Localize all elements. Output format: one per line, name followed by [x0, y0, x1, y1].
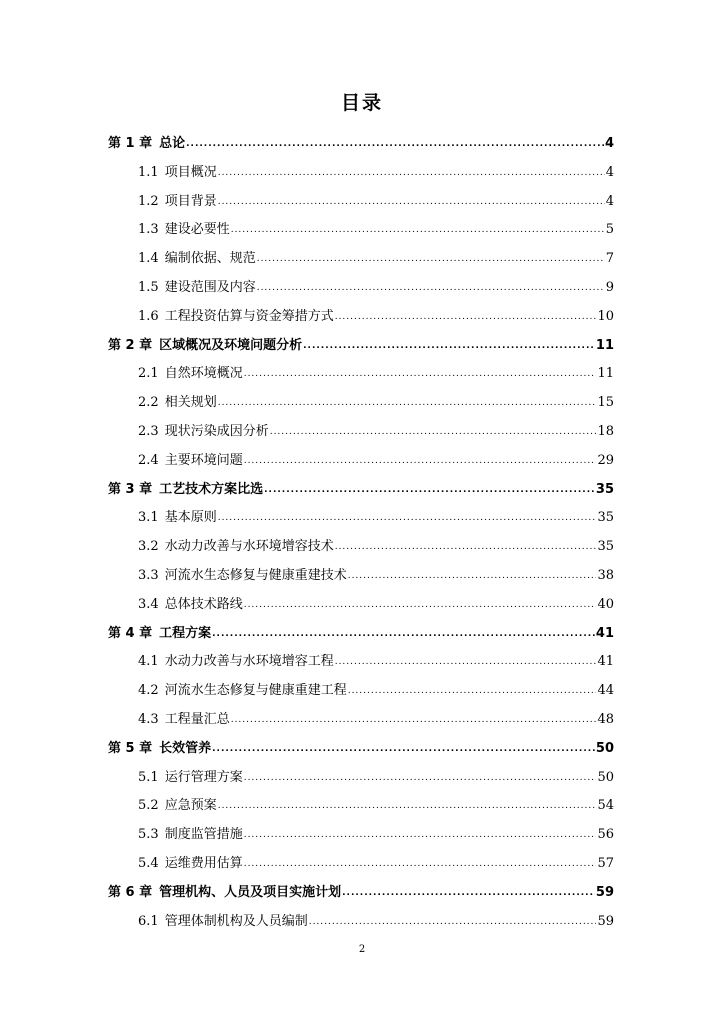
toc-section-entry[interactable]: [138, 768, 614, 788]
toc-entry-number: 5.2: [138, 798, 159, 814]
toc-entry-text: 项目背景: [164, 193, 217, 209]
toc-entry-text: 水动力改善与水环境增容工程: [164, 654, 334, 670]
toc-entry-page: 48: [597, 712, 614, 727]
toc-entry-label: [138, 566, 347, 586]
toc-dot-leader: [303, 335, 595, 356]
toc-entry-number: 5.4: [138, 856, 159, 871]
toc-entry-number: 3.2: [138, 539, 159, 555]
toc-entry-label: [138, 422, 269, 442]
toc-dot-leader: [212, 623, 595, 644]
toc-entry-number: 1.5: [138, 280, 159, 295]
toc-entry-number: 6.1: [138, 913, 159, 929]
toc-section-entry[interactable]: [138, 220, 614, 240]
toc-entry-page: 59: [597, 913, 614, 929]
toc-dot-leader: [231, 219, 605, 240]
toc-chapter-entry[interactable]: [108, 134, 614, 154]
toc-entry-text: 现状污染成因分析: [164, 424, 269, 439]
toc-entry-text: 自然环境概况: [164, 366, 243, 382]
toc-section-entry[interactable]: [138, 912, 614, 932]
toc-entry-page: 11: [595, 337, 614, 353]
toc-dot-leader: [231, 709, 597, 730]
toc-entry-label: [138, 249, 256, 269]
toc-section-entry[interactable]: [138, 825, 614, 845]
toc-entry-number: 第 2 章: [108, 337, 153, 353]
toc-section-entry[interactable]: [138, 508, 614, 528]
toc-entry-label: [138, 537, 334, 557]
toc-entry-number: 4.1: [138, 654, 159, 670]
toc-entry-text: 项目概况: [164, 164, 217, 180]
toc-dot-leader: [218, 392, 597, 413]
toc-entry-number: 2.1: [138, 366, 159, 382]
toc-entry-text: 工程量汇总: [164, 712, 230, 727]
toc-entry-number: 5.3: [138, 827, 159, 843]
toc-section-entry[interactable]: [138, 393, 614, 413]
toc-section-entry[interactable]: [138, 710, 614, 730]
toc-entry-page: 4: [605, 164, 614, 180]
toc-entry-label: [108, 336, 302, 356]
toc-section-entry[interactable]: [138, 278, 614, 298]
toc-entry-text: 运行管理方案: [164, 769, 243, 785]
toc-entry-page: 4: [605, 193, 614, 209]
toc-section-entry[interactable]: [138, 854, 614, 874]
toc-entry-label: [108, 739, 211, 759]
toc-entry-label: [138, 278, 256, 298]
toc-section-entry[interactable]: [138, 307, 614, 327]
toc-dot-leader: [342, 882, 595, 903]
toc-entry-label: [138, 220, 230, 240]
toc-entry-label: [138, 307, 334, 327]
toc-entry-text: 建设必要性: [164, 222, 230, 238]
toc-entry-label: [108, 883, 341, 903]
toc-entry-text: 管理体制机构及人员编制: [164, 913, 308, 929]
toc-chapter-entry[interactable]: [108, 883, 614, 903]
toc-dot-leader: [218, 795, 597, 816]
toc-entry-page: 38: [597, 568, 614, 583]
toc-entry-number: 4.3: [138, 712, 159, 727]
toc-entry-page: 56: [597, 827, 614, 843]
toc-dot-leader: [244, 450, 597, 471]
toc-dot-leader: [264, 479, 595, 500]
toc-entry-text: 河流水生态修复与健康重建工程: [164, 683, 347, 699]
toc-section-entry[interactable]: [138, 364, 614, 384]
toc-section-entry[interactable]: [138, 422, 614, 442]
toc-entry-page: 15: [597, 395, 614, 411]
toc-section-entry[interactable]: [138, 652, 614, 672]
toc-dot-leader: [244, 363, 597, 384]
toc-section-entry[interactable]: [138, 249, 614, 269]
toc-dot-leader: [212, 738, 595, 759]
toc-entry-page: 59: [595, 884, 614, 900]
toc-entry-label: [108, 480, 263, 500]
toc-entry-page: 54: [597, 798, 614, 814]
toc-chapter-entry[interactable]: [108, 624, 614, 644]
toc-dot-leader: [335, 536, 597, 557]
toc-entry-number: 第 5 章: [108, 740, 153, 756]
toc-entry-page: 18: [597, 424, 614, 439]
toc-entry-number: 2.2: [138, 395, 159, 411]
toc-entry-text: 应急预案: [164, 798, 217, 814]
toc-entry-number: 4.2: [138, 683, 159, 699]
toc-entry-text: 建设范围及内容: [164, 280, 256, 295]
toc-dot-leader: [244, 824, 597, 845]
toc-dot-leader: [244, 767, 597, 788]
toc-entry-page: 57: [597, 856, 614, 871]
toc-entry-number: 1.1: [138, 164, 159, 180]
toc-section-entry[interactable]: [138, 595, 614, 615]
toc-entry-text: 水动力改善与水环境增容技术: [164, 539, 334, 555]
toc-dot-leader: [309, 911, 597, 932]
toc-entry-label: [138, 192, 217, 212]
toc-dot-leader: [348, 680, 597, 701]
toc-section-entry[interactable]: [138, 192, 614, 212]
toc-entry-page: 35: [597, 539, 614, 555]
toc-entry-number: 2.4: [138, 452, 159, 468]
toc-entry-page: 50: [595, 740, 614, 756]
toc-dot-leader: [218, 191, 605, 212]
toc-entry-number: 3.3: [138, 568, 159, 583]
toc-entry-page: 11: [597, 366, 614, 382]
toc-entry-number: 3.4: [138, 596, 159, 612]
toc-entry-page: 50: [597, 769, 614, 785]
toc-dot-leader: [218, 162, 605, 183]
toc-entry-text: 运维费用估算: [164, 856, 243, 871]
toc-entry-text: 工程方案: [159, 625, 212, 641]
toc-entry-number: 第 1 章: [108, 136, 153, 151]
toc-entry-number: 1.2: [138, 193, 159, 209]
toc-section-entry[interactable]: [138, 796, 614, 816]
toc-entry-label: [138, 364, 243, 384]
toc-entry-text: 相关规划: [164, 395, 217, 411]
toc-entry-text: 管理机构、人员及项目实施计划: [159, 884, 342, 900]
toc-entry-number: 5.1: [138, 769, 159, 785]
toc-entry-text: 总论: [159, 136, 186, 151]
toc-entry-label: [138, 508, 217, 528]
toc-entry-page: 5: [605, 222, 614, 238]
toc-entry-label: [138, 681, 347, 701]
toc-entry-label: [138, 825, 243, 845]
toc-dot-leader: [257, 277, 605, 298]
toc-entry-label: [138, 854, 243, 874]
toc-entry-page: 41: [595, 625, 614, 641]
toc-dot-leader: [244, 594, 597, 615]
toc-entry-page: 40: [597, 596, 614, 612]
toc-entry-label: [138, 163, 217, 183]
toc-entry-page: 44: [597, 683, 614, 699]
toc-entry-label: [138, 595, 243, 615]
toc-entry-text: 区域概况及环境问题分析: [159, 337, 303, 353]
toc-chapter-entry[interactable]: [108, 739, 614, 759]
toc-dot-leader: [218, 507, 597, 528]
toc-dot-leader: [335, 306, 597, 327]
toc-entry-label: [138, 393, 217, 413]
toc-entry-page: 35: [597, 510, 614, 526]
toc-entry-label: [138, 796, 217, 816]
toc-entry-page: 41: [597, 654, 614, 670]
toc-entry-page: 9: [605, 280, 614, 295]
toc-entry-page: 10: [597, 308, 614, 324]
toc-entry-number: 1.4: [138, 251, 159, 267]
toc-dot-leader: [257, 248, 605, 269]
toc-section-entry[interactable]: [138, 537, 614, 557]
toc-section-entry[interactable]: [138, 566, 614, 586]
toc-entry-text: 河流水生态修复与健康重建技术: [164, 568, 347, 583]
toc-entry-number: 第 6 章: [108, 884, 153, 900]
toc-entry-label: [108, 134, 185, 154]
toc-entry-number: 1.3: [138, 222, 159, 238]
toc-entry-label: [138, 652, 334, 672]
toc-entry-text: 基本原则: [164, 510, 217, 526]
toc-entry-label: [138, 710, 230, 730]
toc-entry-label: [138, 912, 308, 932]
toc-dot-leader: [244, 853, 597, 874]
toc-entry-page: 29: [597, 452, 614, 468]
toc-entry-text: 工程投资估算与资金筹措方式: [164, 308, 334, 324]
toc-section-entry[interactable]: [138, 681, 614, 701]
toc-entry-number: 第 3 章: [108, 481, 153, 497]
toc-entry-text: 编制依据、规范: [164, 251, 256, 267]
toc-dot-leader: [335, 651, 597, 672]
toc-entry-page: 7: [605, 251, 614, 267]
toc-entry-number: 3.1: [138, 510, 159, 526]
toc-entry-number: 2.3: [138, 424, 159, 439]
toc-entry-number: 第 4 章: [108, 625, 153, 641]
toc-section-entry[interactable]: [138, 163, 614, 183]
toc-title: 目录: [340, 92, 383, 114]
toc-entry-page: 4: [604, 136, 614, 151]
toc-entry-label: [138, 768, 243, 788]
toc-entry-page: 35: [595, 481, 614, 497]
toc-section-entry[interactable]: [138, 451, 614, 471]
toc-entry-label: [108, 624, 211, 644]
page-number: 2: [358, 944, 366, 955]
toc-entry-text: 工艺技术方案比选: [159, 481, 264, 497]
toc-dot-leader: [348, 565, 597, 586]
toc-entry-label: [138, 451, 243, 471]
toc-dot-leader: [186, 133, 604, 154]
toc-chapter-entry[interactable]: [108, 336, 614, 356]
toc-dot-leader: [270, 421, 597, 442]
toc-entry-number: 1.6: [138, 308, 159, 324]
toc-entry-text: 长效管养: [159, 740, 212, 756]
toc-chapter-entry[interactable]: [108, 480, 614, 500]
toc-entry-text: 制度监管措施: [164, 827, 243, 843]
toc-entry-text: 主要环境问题: [164, 452, 243, 468]
toc-entry-text: 总体技术路线: [164, 596, 243, 612]
